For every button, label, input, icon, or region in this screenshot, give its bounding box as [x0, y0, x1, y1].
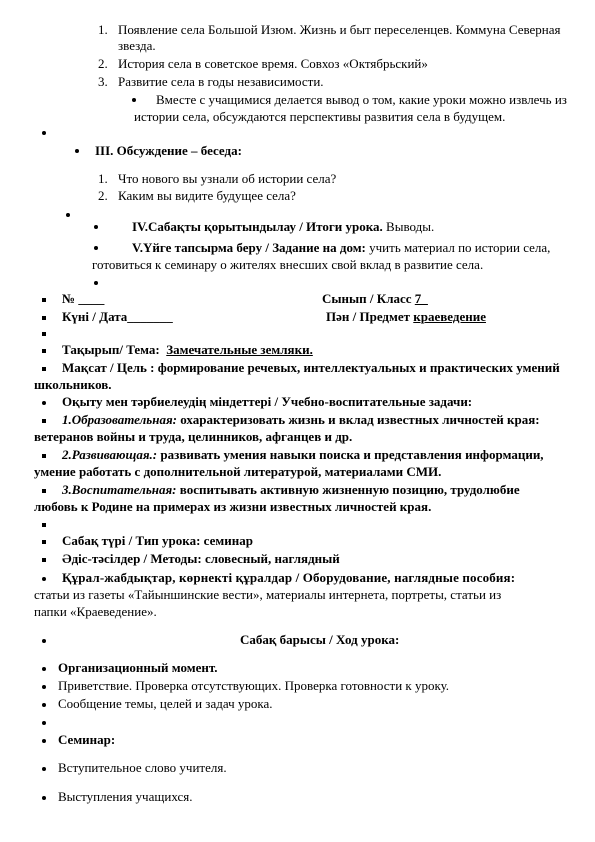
bullet-icon	[42, 721, 46, 725]
tasks-heading: Оқыту мен тәрбиелеудің міндеттері / Учебно-воспитательные задачи:	[62, 394, 473, 409]
methods-label: Әдіс-тәсілдер / Методы:	[62, 551, 202, 566]
homework-label: V.Үйге тапсырма беру / Задание на дом:	[132, 240, 366, 255]
class-label: Сынып / Класс	[322, 291, 415, 306]
conclusion-line: истории села, обсуждаются перспективы развития села в будущем.	[134, 109, 506, 124]
list-item-continuation: звезда.	[118, 38, 156, 53]
equipment-line-3: папки «Краеведение».	[34, 604, 157, 619]
goal-text: формирование речевых, интеллектуальных и практических умений	[154, 360, 560, 375]
task-1-label: 1.Образовательная:	[62, 412, 177, 427]
summary-label: IV.Сабақты қорытындылау / Итоги урока.	[132, 219, 383, 234]
subject-value: краеведение	[413, 309, 486, 324]
homework-line-2: готовиться к семинару о жителях внесших свой вклад в развитие села.	[92, 257, 484, 272]
list-number: 2.	[98, 188, 108, 203]
intro-text: Вступительное слово учителя.	[58, 760, 227, 775]
homework-text: учить материал по истории села,	[365, 240, 551, 255]
bullet-icon	[42, 419, 46, 423]
bullet-icon	[42, 703, 46, 707]
task-3-text: воспитывать активную жизненную позицию, трудолюбие	[176, 482, 520, 497]
bullet-icon	[75, 149, 79, 153]
homework-line	[132, 240, 550, 256]
bullet-icon	[42, 739, 46, 743]
task-2-text: развивать умения навыки поиска и представления информации,	[157, 447, 544, 462]
discussion-heading: III. Обсуждение – беседа:	[95, 143, 242, 158]
class-value: 7_	[414, 291, 428, 306]
bullet-icon	[42, 316, 46, 320]
summary-text: Выводы.	[382, 219, 435, 234]
task-3-line-2: любовь к Родине на примерах из жизни известных личностей края.	[34, 499, 432, 514]
list-number: 1.	[98, 171, 108, 186]
task-3-line	[62, 482, 520, 498]
bullet-icon	[42, 332, 46, 336]
task-2-line-2: умение работать с дополнительной литературой, материалами СМИ.	[34, 464, 442, 479]
task-3-label: 3.Воспитательная:	[62, 482, 177, 497]
list-number: 1.	[98, 22, 108, 37]
bullet-icon	[42, 298, 46, 302]
list-number: 3.	[98, 74, 108, 89]
type-line	[62, 533, 253, 549]
bullet-icon	[42, 685, 46, 689]
bullet-icon	[42, 131, 46, 135]
conclusion-line: Вместе с учащимися делается вывод о том, какие уроки можно извлечь из	[156, 92, 567, 107]
type-value: семинар	[200, 533, 253, 548]
speeches-text: Выступления учащихся.	[58, 789, 193, 804]
bullet-icon	[42, 540, 46, 544]
equipment-heading: Құрал-жабдықтар, көрнекті құралдар / Оборудование, наглядные пособия:	[62, 570, 516, 585]
bullet-icon	[42, 558, 46, 562]
bullet-icon	[94, 225, 98, 229]
equipment-line-2: статьи из газеты «Тайыншинские вести», материалы интернета, портреты, статьи из	[34, 587, 502, 602]
org-moment-label: Организационный момент.	[58, 660, 218, 675]
goal-line	[62, 360, 560, 376]
date-field: Күні / Дата_______	[62, 309, 173, 324]
bullet-icon	[66, 213, 70, 217]
task-1-text: охарактеризовать жизнь и вклад известных личностей края:	[177, 412, 540, 427]
class-field	[322, 291, 428, 307]
message-text: Сообщение темы, целей и задач урока.	[58, 696, 273, 711]
topic-value: Замечательные земляки.	[166, 342, 313, 357]
bullet-icon	[42, 489, 46, 493]
bullet-icon	[42, 401, 46, 405]
bullet-icon	[42, 367, 46, 371]
topic-line	[62, 342, 313, 358]
greeting-text: Приветствие. Проверка отсутствующих. Проверка готовности к уроку.	[58, 678, 450, 693]
bullet-icon	[42, 577, 46, 581]
bullet-icon	[132, 98, 136, 102]
bullet-icon	[94, 246, 98, 250]
bullet-icon	[94, 281, 98, 285]
task-1-line-2: ветеранов войны и труда, целинников, афганцев и др.	[34, 429, 353, 444]
bullet-icon	[42, 639, 46, 643]
seminar-label: Семинар:	[58, 732, 116, 747]
goal-line-2: школьников.	[34, 377, 112, 392]
discussion-question: Что нового вы узнали об истории села?	[118, 171, 337, 186]
type-label: Сабақ түрі / Тип урока:	[62, 533, 201, 548]
task-1-line	[62, 412, 540, 428]
summary-line	[132, 219, 434, 235]
bullet-icon	[42, 667, 46, 671]
list-item-text: История села в советское время. Совхоз «Октябрьский»	[118, 56, 428, 71]
task-2-line	[62, 447, 544, 463]
list-item-text: Развитие села в годы независимости.	[118, 74, 324, 89]
subject-label: Пән / Предмет	[326, 309, 414, 324]
subject-field	[326, 309, 486, 325]
bullet-icon	[42, 767, 46, 771]
task-2-label: 2.Развивающая.:	[62, 447, 158, 462]
topic-label: Тақырып/ Тема:	[62, 342, 160, 357]
course-heading: Сабақ барысы / Ход урока:	[240, 632, 400, 647]
discussion-question: Каким вы видите будущее села?	[118, 188, 296, 203]
bullet-icon	[42, 454, 46, 458]
list-number: 2.	[98, 56, 108, 71]
bullet-icon	[42, 796, 46, 800]
methods-value: словесный, наглядный	[201, 551, 340, 566]
list-item-text: Появление села Большой Изюм. Жизнь и быт переселенцев. Коммуна Северная	[118, 22, 561, 37]
methods-line	[62, 551, 340, 567]
bullet-icon	[42, 523, 46, 527]
goal-label: Мақсат / Цель :	[62, 360, 155, 375]
lesson-number: № ____	[62, 291, 105, 306]
bullet-icon	[42, 349, 46, 353]
